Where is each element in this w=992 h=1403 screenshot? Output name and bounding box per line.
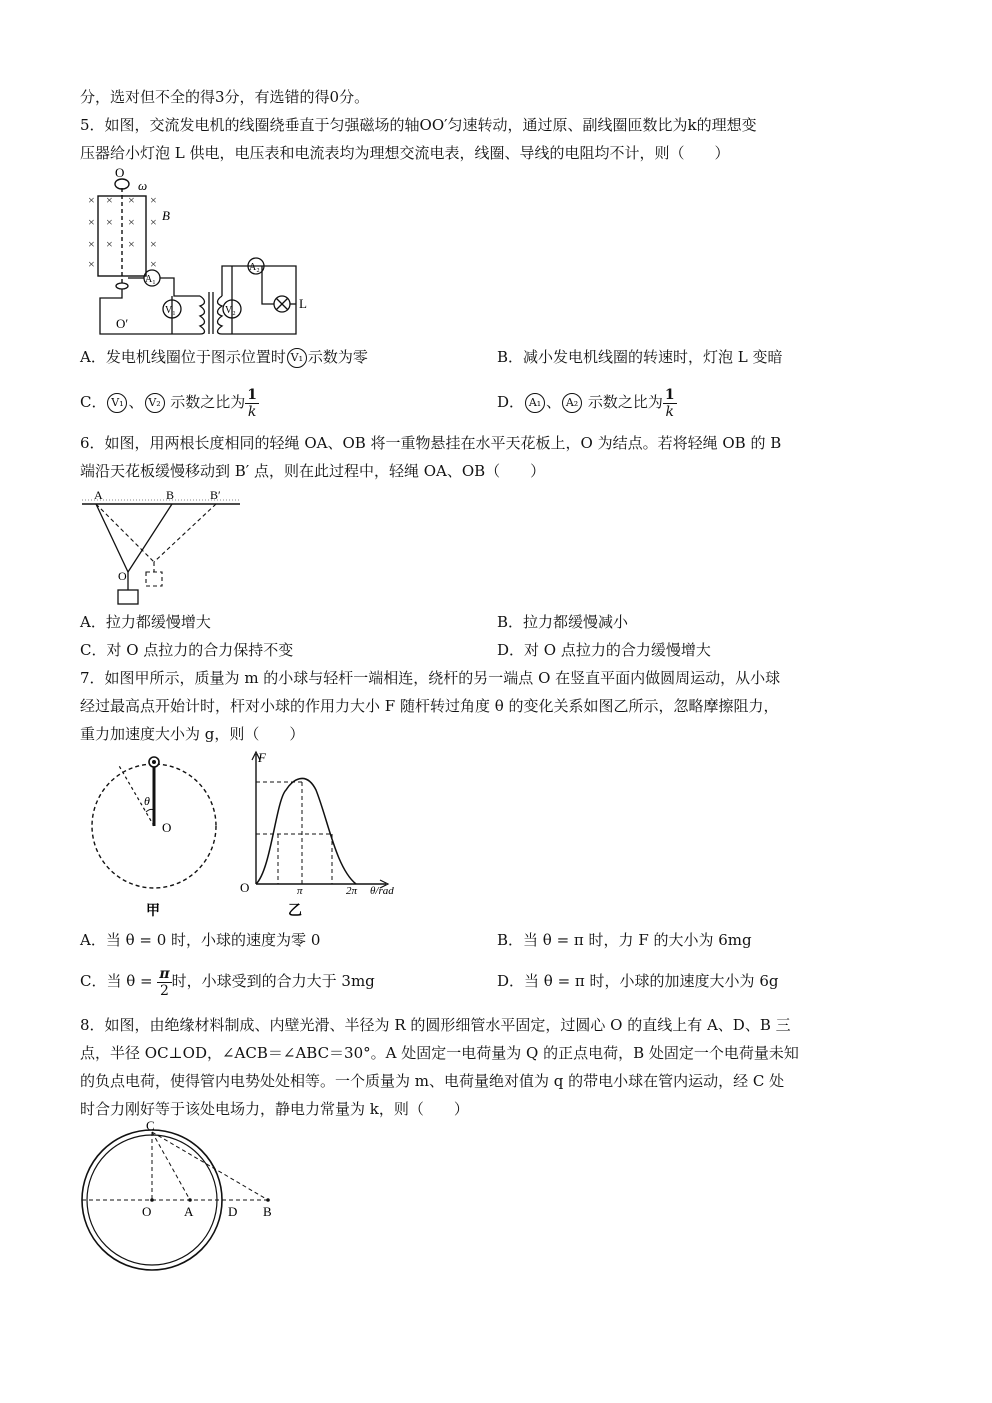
q5-option-c[interactable]: C． V₁ 、 V₂ 示数之比为 $\frac{1}{k}$	[80, 386, 258, 420]
q8-label-d: D	[228, 1204, 238, 1219]
svg-text:×: ×	[150, 237, 157, 251]
q8-stem-line1: 8．如图，由绝缘材料制成、内壁光滑、半径为 R 的圆形细管水平固定，过圆心 O 的直线上有 A、D、B 三	[80, 1016, 791, 1034]
svg-text:×: ×	[88, 193, 95, 207]
q7-figure-yi	[236, 750, 411, 920]
intro-text: 分，选对但不全的得3分，有选错的得0分。	[80, 88, 370, 106]
q6-figure	[82, 488, 242, 608]
ropes-dashed	[96, 504, 216, 586]
q7-option-c[interactable]: C．当 θ = $\frac{\pi}{2}$ 时，小球受到的合力大于 3mg	[80, 965, 375, 999]
fraction-pi-over-2: $\frac{\pi}{2}$	[159, 965, 170, 999]
q7-label-xaxis: θ/rad	[370, 885, 394, 897]
q8-label-o: O	[142, 1204, 152, 1219]
svg-text:×: ×	[106, 237, 113, 251]
q7-label-pi: π	[297, 885, 303, 897]
q7-label-origin: O	[240, 880, 250, 895]
q6-stem-line2: 端沿天花板缓慢移动到 B′ 点，则在此过程中，轻绳 OA、OB（ ）	[80, 462, 546, 480]
q5-stem-line1: 5．如图，交流发电机的线圈绕垂直于匀强磁场的轴OO′匀速转动，通过原、副线圈匝数比为k的理想变	[80, 116, 757, 134]
q8-label-b: B	[263, 1204, 272, 1219]
q6-label-o: O	[118, 569, 127, 583]
q6-option-a[interactable]: A．拉力都缓慢增大	[80, 613, 211, 631]
q7-figure-jia	[88, 750, 223, 920]
q5-stem-line2: 压器给小灯泡 L 供电，电压表和电流表均为理想交流电表，线圈、导线的电阻均不计，则（ ）	[80, 144, 730, 162]
svg-text:×: ×	[88, 237, 95, 251]
q5-option-d[interactable]: D． A₁ 、 A₂ 示数之比为 $\frac{1}{k}$	[497, 386, 675, 420]
svg-text:×: ×	[150, 257, 157, 271]
q8-figure	[80, 1120, 280, 1270]
voltmeter-v1-icon: V₁	[107, 393, 127, 413]
svg-text:×: ×	[150, 215, 157, 229]
transformer-core	[209, 292, 213, 334]
svg-text:×: ×	[88, 257, 95, 271]
q7-option-b[interactable]: B．当 θ = π 时，力 F 的大小为 6mg	[497, 931, 752, 949]
ropes	[96, 504, 172, 604]
q6-option-b[interactable]: B．拉力都缓慢减小	[497, 613, 629, 631]
q6-label-bprime: B′	[210, 488, 221, 502]
q7-label-yi: 乙	[288, 904, 302, 919]
q6-stem-line1: 6．如图，用两根长度相同的轻绳 OA、OB 将一重物悬挂在水平天花板上，O 为结点。若将轻绳 OB 的 B	[80, 434, 782, 452]
fraction-1-over-k: $\frac{1}{k}$	[247, 386, 258, 420]
q8-stem-line2: 点，半径 OC⊥OD，∠ACB＝∠ABC＝30°。A 处固定一电荷量为 Q 的正点电荷，B 处固定一个电荷量未知	[80, 1044, 799, 1062]
svg-text:×: ×	[106, 215, 113, 229]
q8-label-a: A	[184, 1204, 194, 1219]
q7-stem-line3: 重力加速度大小为 g，则（ ）	[80, 725, 305, 743]
q8-stem-line3: 的负点电荷，使得管内电势处处相等。一个质量为 m、电荷量绝对值为 q 的带电小球在管内运动，经 C 处	[80, 1072, 785, 1090]
q6-option-c[interactable]: C．对 O 点拉力的合力保持不变	[80, 641, 294, 659]
q7-label-2pi: 2π	[346, 885, 358, 897]
q5-label-omega: ω	[138, 178, 148, 193]
svg-text:×: ×	[106, 193, 113, 207]
q5-label-o: O	[115, 165, 125, 180]
force-curve	[256, 778, 356, 884]
q5-option-a[interactable]: A．发电机线圈位于图示位置时 V₁ 示数为零	[80, 348, 368, 366]
q5-label-a2: A₂	[249, 262, 260, 273]
q7-label-jia: 甲	[146, 904, 160, 919]
ammeter-a1-icon: A₁	[525, 393, 545, 413]
q6-option-d[interactable]: D．对 O 点拉力的合力缓慢增大	[497, 641, 711, 659]
q5-label-v2: V₂	[225, 305, 236, 316]
q5-label-oprime: O′	[116, 316, 129, 331]
q8-stem-line4: 时合力刚好等于该处电场力，静电力常量为 k，则（ ）	[80, 1100, 469, 1118]
q5-label-l: L	[299, 296, 307, 311]
voltmeter-v2-icon: V₂	[145, 393, 165, 413]
q7-label-theta: θ	[144, 794, 150, 808]
svg-text:×: ×	[88, 215, 95, 229]
svg-text:×: ×	[128, 237, 135, 251]
q5-figure	[82, 165, 312, 338]
q7-label-o: O	[162, 820, 172, 835]
q5-label-b: B	[162, 208, 170, 223]
q6-label-a: A	[94, 488, 103, 502]
q7-label-f: F	[258, 750, 266, 765]
q5-label-a1: A₁	[145, 274, 156, 285]
q5-label-v1: V₁	[165, 305, 176, 316]
ammeter-a2-icon: A₂	[562, 393, 582, 413]
q7-stem-line2: 经过最高点开始计时，杆对小球的作用力大小 F 随杆转过角度 θ 的变化关系如图乙所示，忽略摩擦阻力，	[80, 697, 779, 715]
fraction-1-over-k: $\frac{1}{k}$	[664, 386, 675, 420]
svg-text:×: ×	[128, 215, 135, 229]
q7-option-a[interactable]: A．当 θ = 0 时，小球的速度为零 0	[80, 931, 321, 949]
q7-option-d[interactable]: D．当 θ = π 时，小球的加速度大小为 6g	[497, 972, 779, 990]
voltmeter-v1-icon: V₁	[287, 348, 307, 368]
q8-label-c: C	[146, 1118, 155, 1133]
svg-text:×: ×	[128, 193, 135, 207]
q7-stem-line1: 7．如图甲所示，质量为 m 的小球与轻杆一端相连，绕杆的另一端点 O 在竖直平面内做圆周运动，从小球	[80, 669, 781, 687]
q6-label-b: B	[166, 488, 175, 502]
svg-text:×: ×	[150, 193, 157, 207]
q5-option-b[interactable]: B．减小发电机线圈的转速时，灯泡 L 变暗	[497, 348, 783, 366]
